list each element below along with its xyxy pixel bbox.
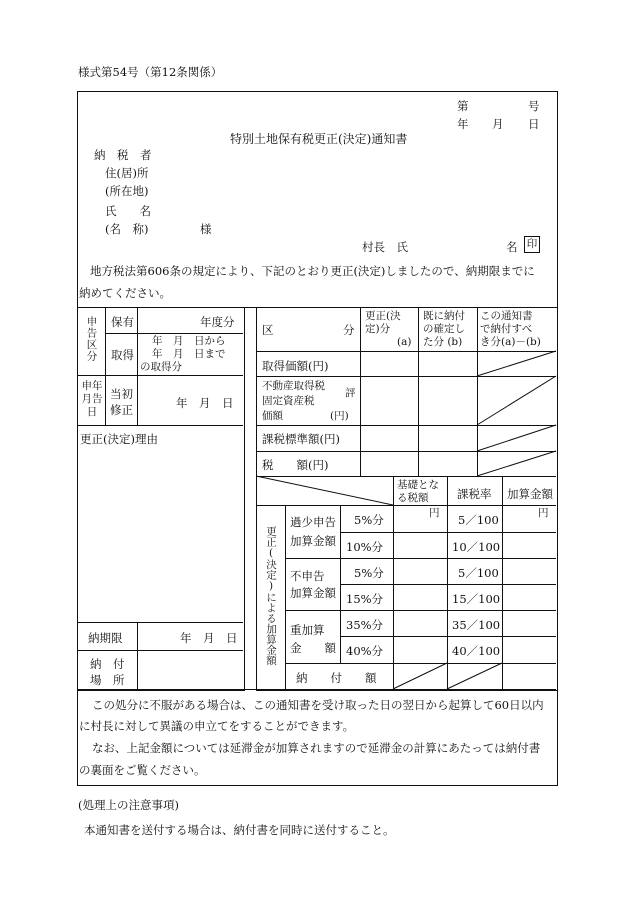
year-label: 年 (457, 117, 469, 131)
notice-text-4: の裏面をご覧ください。 (79, 763, 206, 777)
fushinkoku-label-1: 不申告 (290, 569, 325, 583)
row-kazei-hyojun: 課税標準額(円) (262, 432, 340, 446)
rate-40-100: 40／100 (452, 644, 501, 658)
rate-10-100: 10／100 (452, 540, 501, 554)
kiso-header-l1: 基礎とな (397, 479, 439, 491)
location-label: (所在地) (105, 184, 149, 198)
deadline-date: 年 月 日 (180, 631, 238, 645)
shutoku-from: 年 月 日から (152, 335, 226, 347)
shutoku-bun: の取得分 (140, 361, 182, 373)
percent-10-kasho: 10%分 (346, 540, 384, 554)
rate-header: 課税率 (457, 487, 492, 501)
notice-text-3: なお、上記金額については延滞金が加算されますので延滞金の計算にあたっては納付書 (92, 741, 541, 755)
shutoku-to: 年 月 日まで (152, 348, 226, 360)
month-label: 月 (492, 117, 504, 131)
juka-label-1: 重加算 (290, 623, 325, 637)
number-label: 第 (457, 99, 469, 113)
col-a-l3: (a) (397, 336, 412, 348)
juka-label-2: 金 額 (290, 641, 336, 655)
notice-text-1: この処分に不服がある場合は、この通知書を受け取った日の翌日から起算して60日以内 (92, 698, 544, 712)
address-label: 住(居)所 (105, 166, 149, 180)
name2-label: (名 称) (105, 222, 149, 236)
kiso-header-l2: る税額 (397, 492, 429, 504)
row-fudosan-yen: (円) (330, 410, 349, 422)
payment-place-label-1: 納 付 (90, 657, 125, 671)
percent-35-juka: 35%分 (346, 618, 384, 632)
kubun-bun: 分 (343, 323, 355, 337)
fushinkoku-label-2: 加算金額 (290, 586, 336, 600)
shutoku-label: 取得 (111, 348, 134, 362)
hoyu-label: 保有 (111, 315, 134, 329)
tosho-label: 当初 (110, 387, 133, 401)
deadline-label: 納期限 (88, 631, 123, 645)
percent-5-kasho: 5%分 (354, 513, 384, 527)
go-label: 号 (528, 99, 540, 113)
sama-label: 様 (200, 222, 212, 236)
mei-label: 名 (506, 240, 518, 254)
kubun-ku: 区 (262, 323, 274, 337)
row-fudosan-hyo: 評 (345, 387, 356, 399)
name-label: 氏 名 (105, 204, 151, 218)
form-number: 様式第54号（第12条関係） (78, 65, 223, 79)
col-b-l1: 既に納付 (423, 310, 465, 322)
percent-15-fushinkoku: 15%分 (346, 592, 384, 606)
col-a-l1: 更正(決 (365, 310, 401, 322)
row-fudosan-l1: 不動産取得税 (262, 380, 325, 392)
nendo-label: 年度分 (200, 315, 235, 329)
kasho-label-1: 過少申告 (290, 515, 336, 529)
col-c-l3: き分(a)－(b) (480, 336, 541, 348)
rate-5-100-b: 5／100 (458, 566, 499, 580)
row-zeigaku: 税 額(円) (262, 458, 329, 472)
shinkoku-date: 年 月 日 (176, 396, 234, 410)
payment-place-field[interactable] (138, 651, 242, 688)
day-label: 日 (528, 117, 540, 131)
shinkoku-kubun-label: 申告区分 (85, 316, 98, 362)
payer-label: 納 税 者 (94, 148, 152, 162)
col-b-l3: た分 (b) (423, 336, 463, 348)
row-fudosan-l2: 固定資産税 (262, 395, 315, 407)
seal-stamp: 印 (524, 236, 540, 253)
yen-unit-kiso: 円 (429, 507, 440, 519)
processing-notes-text: 本通知書を送付する場合は、納付書を同時に送付すること。 (84, 823, 395, 837)
processing-notes-title: (処理上の注意事項) (78, 798, 179, 812)
shinkoku-date-label: 申年月告日 (81, 380, 103, 418)
col-b-l2: の確定し (423, 323, 465, 335)
notice-text-2: に村長に対して異議の申立てをすることができます。 (79, 719, 355, 733)
intro-text-2: 納めてください。 (79, 286, 171, 300)
rate-15-100: 15／100 (452, 592, 501, 606)
row-acquisition-price: 取得価額(円) (262, 359, 329, 373)
penalty-group-label: 更正(決定)による加算金額 (265, 526, 277, 666)
rate-35-100: 35／100 (452, 618, 501, 632)
reason-label: 更正(決定)理由 (80, 432, 158, 446)
col-c-l2: で納付すべ (480, 323, 533, 335)
mayor-label: 村長 氏 (362, 240, 408, 254)
row-fudosan-l3: 価額 (262, 410, 283, 422)
kasan-header: 加算金額 (507, 487, 553, 501)
kasho-label-2: 加算金額 (290, 534, 336, 548)
intro-text-1: 地方税法第606条の規定により、下記のとおり更正(決定)しましたので、納期限までに (90, 264, 535, 278)
col-a-l2: 定)分 (365, 323, 391, 335)
percent-40-juka: 40%分 (346, 644, 384, 658)
rate-5-100-a: 5／100 (458, 513, 499, 527)
document-title: 特別土地保有税更正(決定)通知書 (230, 132, 408, 146)
shusei-label: 修正 (110, 403, 133, 417)
payment-place-label-2: 場 所 (90, 673, 125, 687)
col-c-l1: この通知書 (480, 310, 533, 322)
percent-5-fushinkoku: 5%分 (354, 566, 384, 580)
nofu-gaku-label: 納 付 額 (296, 671, 377, 685)
yen-unit-kasan: 円 (538, 507, 549, 519)
reason-field[interactable] (78, 448, 242, 620)
